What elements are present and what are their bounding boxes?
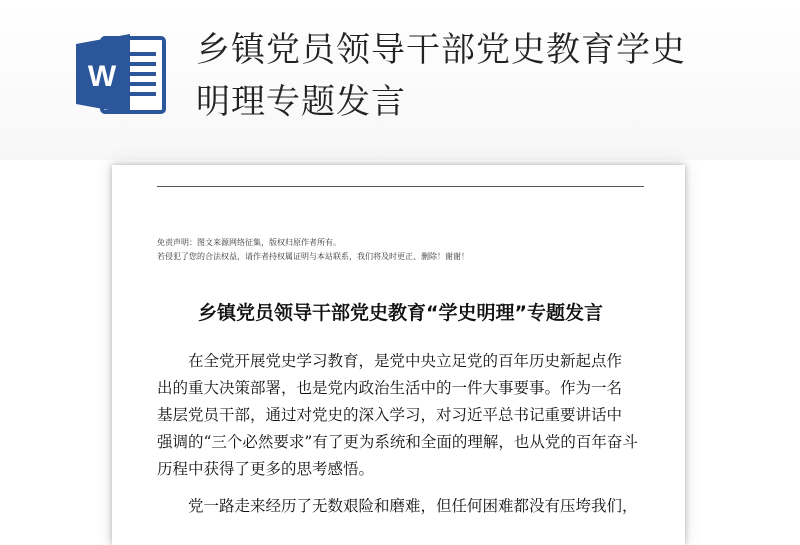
- paragraph-line: 在全党开展党史学习教育，是党中央立足党的百年历史新起点作: [188, 352, 623, 370]
- paragraph-line: 历程中获得了更多的思考感悟。: [157, 460, 375, 478]
- paragraph-line: 强调的“三个必然要求”有了更为系统和全面的理解，也从党的百年奋斗: [157, 433, 638, 451]
- paragraph-line: 党一路走来经历了无数艰险和磨难，但任何困难都没有压垮我们，: [188, 497, 638, 515]
- header-banner: [0, 0, 800, 160]
- disclaimer: [157, 236, 657, 264]
- article-body: [157, 348, 657, 520]
- disclaimer-line-1: 免责声明：图文来源网络征集，版权归原作者所有。: [157, 238, 341, 247]
- header-rule: [157, 186, 644, 187]
- disclaimer-line-2: 若侵犯了您的合法权益，请作者持权属证明与本站联系，我们将及时更正、删除！谢谢！: [157, 252, 469, 261]
- word-document-icon: [72, 30, 168, 118]
- paragraph-line: 基层党员干部，通过对党史的深入学习，对习近平总书记重要讲话中: [157, 406, 623, 424]
- document-title: [196, 24, 756, 128]
- document-title-line-1: 乡镇党员领导干部党史教育学史: [196, 30, 686, 70]
- article-title: 乡镇党员领导干部党史教育“学史明理”专题发言: [198, 302, 603, 324]
- paragraph-line: 出的重大决策部署，也是党内政治生活中的一件大事要事。作为一名: [157, 379, 623, 397]
- paragraph-1: [157, 348, 657, 483]
- paragraph-2: [157, 493, 657, 520]
- word-logo-letter: W: [87, 60, 117, 93]
- document-title-line-2: 明理专题发言: [196, 82, 406, 122]
